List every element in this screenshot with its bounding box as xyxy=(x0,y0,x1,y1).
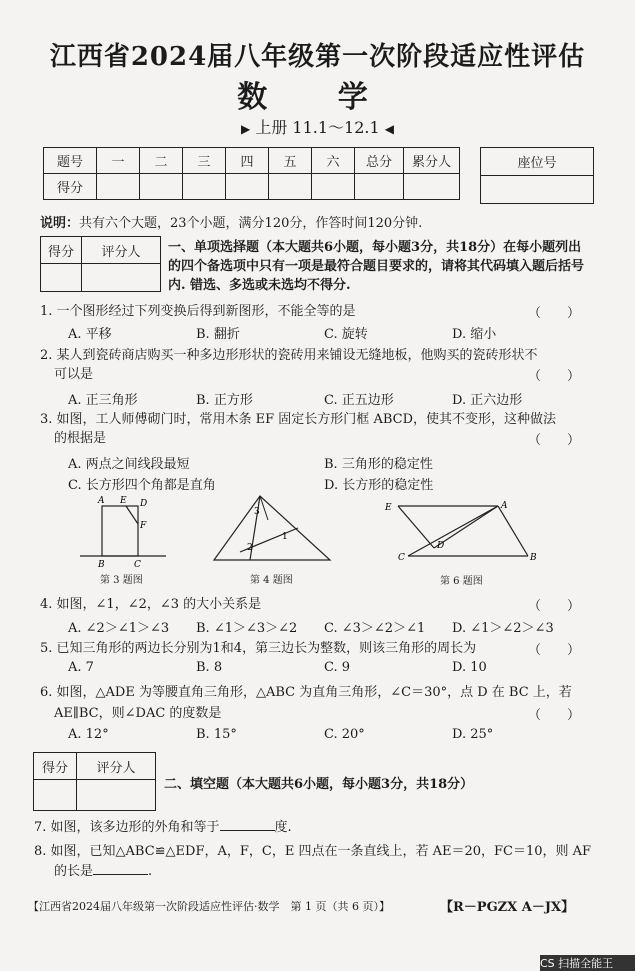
grader-score-cell[interactable] xyxy=(34,780,77,811)
option: A. 平移 xyxy=(68,327,112,342)
score-cell: 二 xyxy=(140,148,183,174)
option: D. 10 xyxy=(452,660,487,675)
label-a: A xyxy=(98,496,105,506)
score-cell: 三 xyxy=(183,148,226,174)
figure-3-caption: 第 3 题图 xyxy=(100,575,143,586)
grader-name-cell[interactable] xyxy=(82,264,161,292)
figure-4-triangle xyxy=(210,492,335,572)
note-label: 说明： xyxy=(40,216,80,231)
score-table xyxy=(43,147,460,200)
label-b: B xyxy=(530,553,537,563)
label-e: E xyxy=(120,496,127,506)
seat-label: 座位号 xyxy=(481,148,594,176)
option: C. ∠3＞∠2＞∠1 xyxy=(324,621,426,636)
grader-box-2 xyxy=(33,752,156,811)
range-text: 上册 11.1～12.1 xyxy=(255,118,380,137)
score-input-cell[interactable] xyxy=(404,174,460,200)
score-input-cell[interactable] xyxy=(140,174,183,200)
label-f: F xyxy=(140,521,147,531)
question-8-text: 的长是 xyxy=(54,864,94,879)
score-input-cell[interactable] xyxy=(312,174,355,200)
answer-paren[interactable]: （ ） xyxy=(528,643,581,658)
answer-paren[interactable]: （ ） xyxy=(528,306,581,321)
question-6-stem-cont: AE∥BC，则∠DAC 的度数是 xyxy=(54,706,222,721)
question-7-unit: 度. xyxy=(274,820,292,835)
grader-name-label: 评分人 xyxy=(77,753,156,780)
option: C. 长方形四个角都是直角 xyxy=(68,478,216,493)
exam-note xyxy=(40,212,600,231)
chapter-range xyxy=(0,115,635,138)
grader-score-label: 得分 xyxy=(34,753,77,780)
answer-paren[interactable]: （ ） xyxy=(528,369,581,384)
question-7-text: 7. 如图，该多边形的外角和等于 xyxy=(34,820,220,835)
figure-3-door xyxy=(78,494,168,574)
scanner-badge: CS 扫描全能王 xyxy=(540,955,635,971)
question-3-stem-cont: 的根据是 xyxy=(54,431,107,446)
answer-blank[interactable] xyxy=(220,818,275,831)
seat-input-cell[interactable] xyxy=(481,176,594,204)
option: D. 长方形的稳定性 xyxy=(324,478,434,493)
question-2-stem-cont: 可以是 xyxy=(54,367,94,382)
option: D. 缩小 xyxy=(452,327,497,342)
option: A. 7 xyxy=(68,660,94,675)
option: D. 25° xyxy=(452,727,494,742)
grader-name-label: 评分人 xyxy=(82,237,161,264)
option: B. 15° xyxy=(196,727,237,742)
exam-title: 江西省2024届八年级第一次阶段适应性评估 xyxy=(49,42,586,72)
label-d: D xyxy=(140,499,148,509)
label-c: C xyxy=(398,553,405,563)
figure-6-caption: 第 6 题图 xyxy=(440,576,483,587)
score-cell: 五 xyxy=(269,148,312,174)
question-8-cont xyxy=(54,862,152,881)
score-cell: 题号 xyxy=(44,148,97,174)
option: B. ∠1＞∠3＞∠2 xyxy=(196,621,298,636)
grader-name-cell[interactable] xyxy=(77,780,156,811)
grader-score-label: 得分 xyxy=(41,237,82,264)
score-input-cell[interactable] xyxy=(355,174,404,200)
question-6-stem: 6. 如图，△ADE 为等腰直角三角形，△ABC 为直角三角形，∠C＝30°，点 D 在 BC 上，若 xyxy=(40,685,572,700)
option: B. 翻折 xyxy=(196,327,240,342)
answer-paren[interactable]: （ ） xyxy=(528,599,581,614)
option: A. 正三角形 xyxy=(68,393,138,408)
score-table-header-row xyxy=(44,148,460,174)
section1-heading: 一、单项选择题（本大题共6小题，每小题3分，共18分）在每小题列出的四个备选项中只有一项是最符合题目要求的，请将其代码填入题后括号内. 错选、多选或未选均不得分. xyxy=(168,240,585,293)
label-d: D xyxy=(437,541,445,551)
question-3-stem: 3. 如图，工人师傅砌门时，常用木条 EF 固定长方形门框 ABCD，使其不变形，这种做法 xyxy=(40,412,556,427)
question-8: 8. 如图，已知△ABC≌△EDF，A，F，C，E 四点在一条直线上，若 AE＝20，FC＝10，则 AF xyxy=(34,844,592,859)
label-b: B xyxy=(98,560,105,570)
option: C. 20° xyxy=(324,727,365,742)
page-footer: 【江西省2024届八年级第一次阶段适应性评估·数学 第 1 页（共 6 页）】 xyxy=(28,900,390,913)
label-a: A xyxy=(501,501,508,511)
score-input-cell[interactable] xyxy=(226,174,269,200)
score-cell: 一 xyxy=(97,148,140,174)
score-input-cell[interactable] xyxy=(183,174,226,200)
figure-6-triangles xyxy=(382,496,542,571)
seat-table xyxy=(480,147,594,204)
score-cell: 总分 xyxy=(355,148,404,174)
score-cell: 累分人 xyxy=(404,148,460,174)
grader-score-cell[interactable] xyxy=(41,264,82,292)
subject-title: 数 学 xyxy=(237,80,398,115)
score-table-score-row xyxy=(44,174,460,200)
grader-box-1 xyxy=(40,236,161,292)
paper-code: 【R－PGZX A－JX】 xyxy=(440,900,575,915)
score-input-cell[interactable] xyxy=(97,174,140,200)
answer-paren[interactable]: （ ） xyxy=(528,433,581,448)
option: D. ∠1＞∠2＞∠3 xyxy=(452,621,554,636)
label-c: C xyxy=(134,560,141,570)
angle-3-label: 3 xyxy=(254,507,260,517)
option: C. 9 xyxy=(324,660,351,675)
option: C. 正五边形 xyxy=(324,393,394,408)
question-2-stem: 2. 某人到瓷砖商店购买一种多边形形状的瓷砖用来铺设无缝地板，他购买的瓷砖形状不 xyxy=(40,348,538,363)
question-4-stem: 4. 如图，∠1，∠2，∠3 的大小关系是 xyxy=(40,597,262,612)
label-e: E xyxy=(385,503,392,513)
score-cell: 四 xyxy=(226,148,269,174)
option: C. 旋转 xyxy=(324,327,368,342)
section2-heading: 二、填空题（本大题共6小题，每小题3分，共18分） xyxy=(164,777,474,792)
option: B. 8 xyxy=(196,660,223,675)
option: B. 三角形的稳定性 xyxy=(324,457,433,472)
figure-4-caption: 第 4 题图 xyxy=(250,575,293,586)
score-cell: 六 xyxy=(312,148,355,174)
option: A. 12° xyxy=(68,727,109,742)
answer-paren[interactable]: （ ） xyxy=(528,708,581,723)
option: B. 正方形 xyxy=(196,393,253,408)
left-triangle-icon: ◀ xyxy=(384,122,394,136)
score-input-cell[interactable] xyxy=(269,174,312,200)
question-7 xyxy=(34,818,292,837)
option: A. 两点之间线段最短 xyxy=(68,457,190,472)
question-5-stem: 5. 已知三角形的两边长分别为1和4，第三边长为整数，则该三角形的周长为 xyxy=(40,641,477,656)
angle-1-label: 1 xyxy=(282,532,288,542)
right-triangle-icon: ▶ xyxy=(241,122,251,136)
option: D. 正六边形 xyxy=(452,393,523,408)
answer-blank[interactable] xyxy=(93,862,148,875)
note-text: 共有六个大题，23个小题，满分120分，作答时间120分钟. xyxy=(79,216,423,231)
option: A. ∠2＞∠1＞∠3 xyxy=(68,621,170,636)
angle-2-label: 2 xyxy=(247,543,253,553)
score-row-label: 得分 xyxy=(44,174,97,200)
question-8-end: . xyxy=(148,864,153,879)
question-1-stem: 1. 一个图形经过下列变换后得到新图形，不能全等的是 xyxy=(40,304,356,319)
